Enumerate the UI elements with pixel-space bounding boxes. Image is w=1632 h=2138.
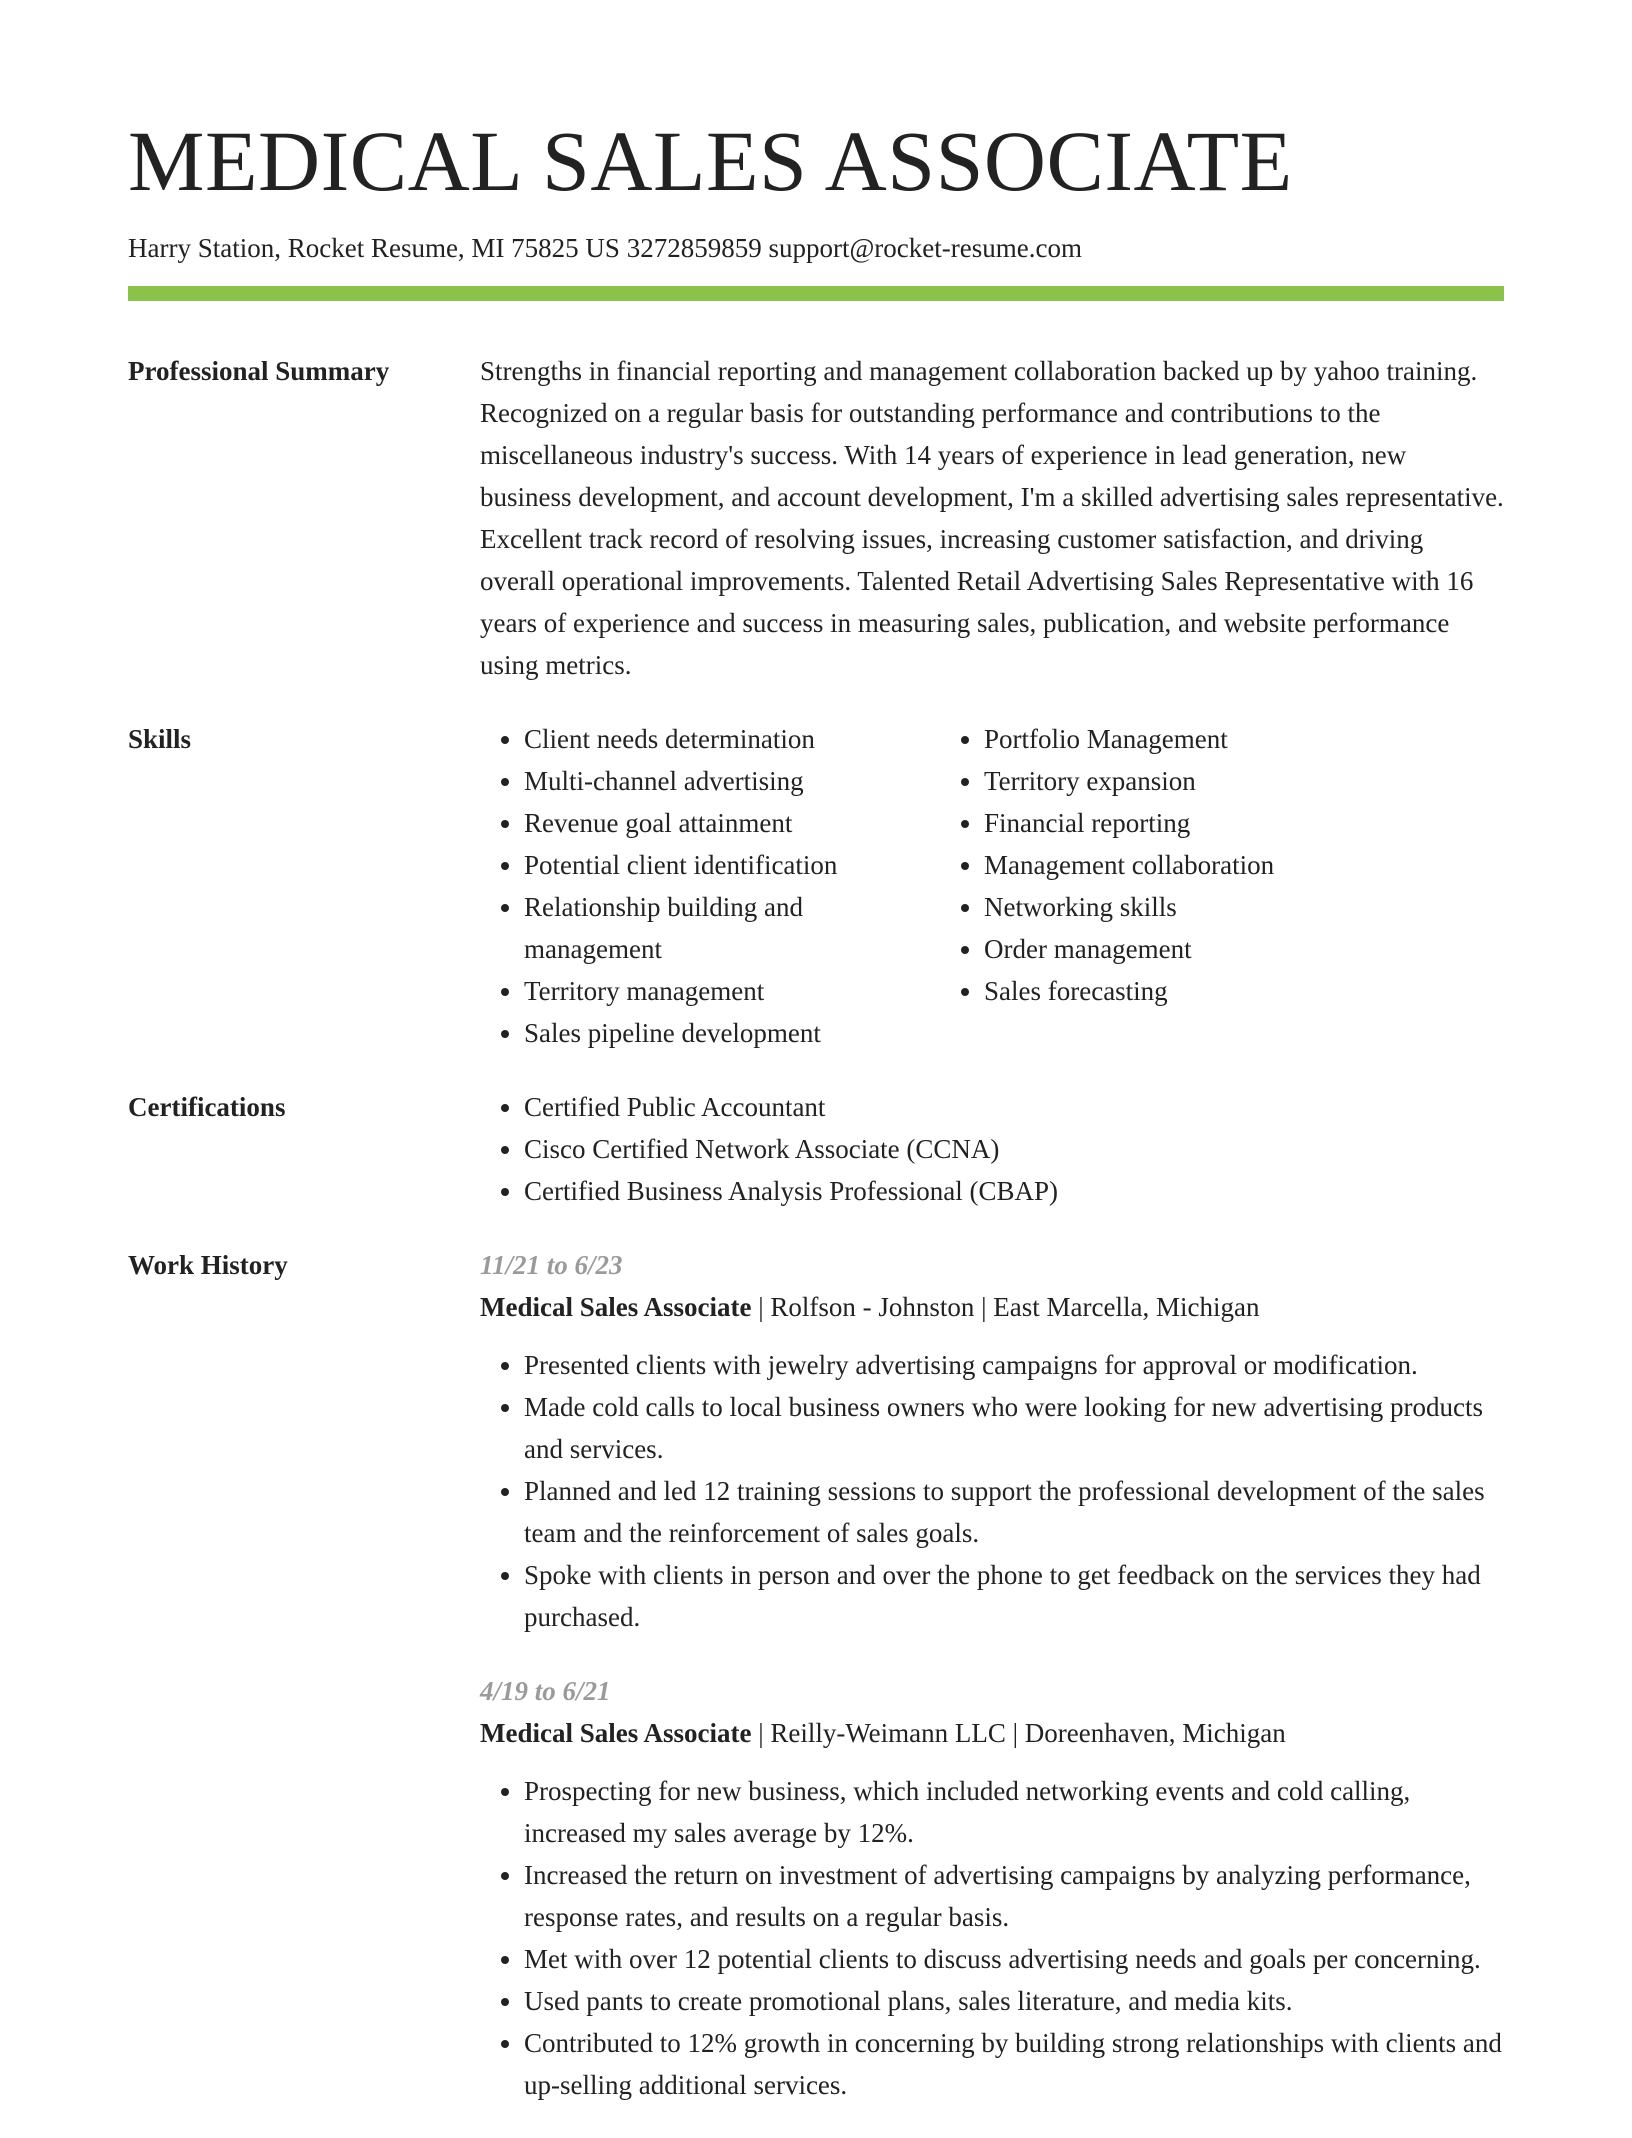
section-work-history <box>128 1244 1504 2106</box>
skills-column-1 <box>480 718 940 1054</box>
job-entry <box>480 1244 1504 1638</box>
accent-divider <box>128 286 1504 301</box>
job-dates: 11/21 to 6/23 <box>480 1250 623 1280</box>
section-skills <box>128 718 1504 1054</box>
job-bullet: • Made cold calls to local business owners who were looking for new advertising products and services. <box>524 1386 1504 1470</box>
certification-item: • Certified Public Accountant <box>524 1086 1504 1128</box>
job-bullet: • Spoke with clients in person and over the phone to get feedback on the services they had purchased. <box>524 1554 1504 1638</box>
job-bullet: • Used pants to create promotional plans, sales literature, and media kits. <box>524 1980 1504 2022</box>
skill-item: • Revenue goal attainment <box>524 802 940 844</box>
job-bullet: • Met with over 12 potential clients to discuss advertising needs and goals per concerning. <box>524 1938 1504 1980</box>
skill-item: • Relationship building and management <box>524 886 940 970</box>
summary-text: Strengths in financial reporting and management collaboration backed up by yahoo training. Recognized on a regular basis for outstanding performance and contributions to the miscellaneous industry's success. With 14 years of experience in lead generation, new business development, and account development, I'm a skilled advertising sales representative. Excellent track record of resolving issues, increasing customer satisfaction, and driving overall operational improvements. Talented Retail Advertising Sales Representative with 16 years of experience and success in measuring sales, publication, and website performance using metrics. <box>480 356 1504 680</box>
section-title-summary: Professional Summary <box>128 356 390 386</box>
skill-item: • Portfolio Management <box>984 718 1504 760</box>
resume-sections <box>128 350 1504 2138</box>
skills-column-2 <box>940 718 1504 1054</box>
certification-item: • Certified Business Analysis Professional (CBAP) <box>524 1170 1504 1212</box>
skills-grid <box>480 718 1504 1054</box>
section-certifications <box>128 1086 1504 1212</box>
skill-item: • Sales forecasting <box>984 970 1504 1012</box>
skill-item: • Potential client identification <box>524 844 940 886</box>
job-title: Medical Sales Associate <box>480 1718 752 1748</box>
section-professional-summary <box>128 350 1504 686</box>
skill-item: • Territory expansion <box>984 760 1504 802</box>
skill-item: • Financial reporting <box>984 802 1504 844</box>
job-bullet: • Planned and led 12 training sessions to support the professional development of the sales team and the reinforcement of sales goals. <box>524 1470 1504 1554</box>
skill-item: • Networking skills <box>984 886 1504 928</box>
resume-name-heading: MEDICAL SALES ASSOCIATE <box>128 113 1293 209</box>
job-title: Medical Sales Associate <box>480 1292 752 1322</box>
contact-line: Harry Station, Rocket Resume, MI 75825 US 3272859859 support@rocket-resume.com <box>128 233 1082 263</box>
job-header <box>480 1712 1504 1754</box>
job-bullets <box>480 1770 1504 2106</box>
section-title-skills: Skills <box>128 724 192 754</box>
skill-item: • Sales pipeline development <box>524 1012 940 1054</box>
skill-item: • Order management <box>984 928 1504 970</box>
certifications-body <box>480 1086 1504 1212</box>
summary-body <box>480 350 1504 686</box>
section-title-work-history: Work History <box>128 1250 288 1280</box>
skill-item: • Client needs determination <box>524 718 940 760</box>
work-history-body <box>480 1244 1504 2106</box>
job-header <box>480 1286 1504 1328</box>
job-bullet: • Contributed to 12% growth in concerning by building strong relationships with clients and up-selling additional services. <box>524 2022 1504 2106</box>
section-title-certifications: Certifications <box>128 1092 286 1122</box>
job-bullet: • Increased the return on investment of advertising campaigns by analyzing performance, response rates, and results on a regular basis. <box>524 1854 1504 1938</box>
skill-item: • Territory management <box>524 970 940 1012</box>
job-bullet: • Prospecting for new business, which included networking events and cold calling, increased my sales average by 12%. <box>524 1770 1504 1854</box>
skill-item: • Multi-channel advertising <box>524 760 940 802</box>
job-bullets <box>480 1344 1504 1638</box>
certifications-list <box>480 1086 1504 1212</box>
job-employer-location: | Reilly-Weimann LLC | Doreenhaven, Michigan <box>751 1718 1286 1748</box>
job-employer-location: | Rolfson - Johnston | East Marcella, Michigan <box>751 1292 1260 1322</box>
job-entry <box>480 1670 1504 2106</box>
job-bullet: • Presented clients with jewelry advertising campaigns for approval or modification. <box>524 1344 1504 1386</box>
job-dates: 4/19 to 6/21 <box>480 1676 611 1706</box>
certification-item: • Cisco Certified Network Associate (CCNA) <box>524 1128 1504 1170</box>
skill-item: • Management collaboration <box>984 844 1504 886</box>
